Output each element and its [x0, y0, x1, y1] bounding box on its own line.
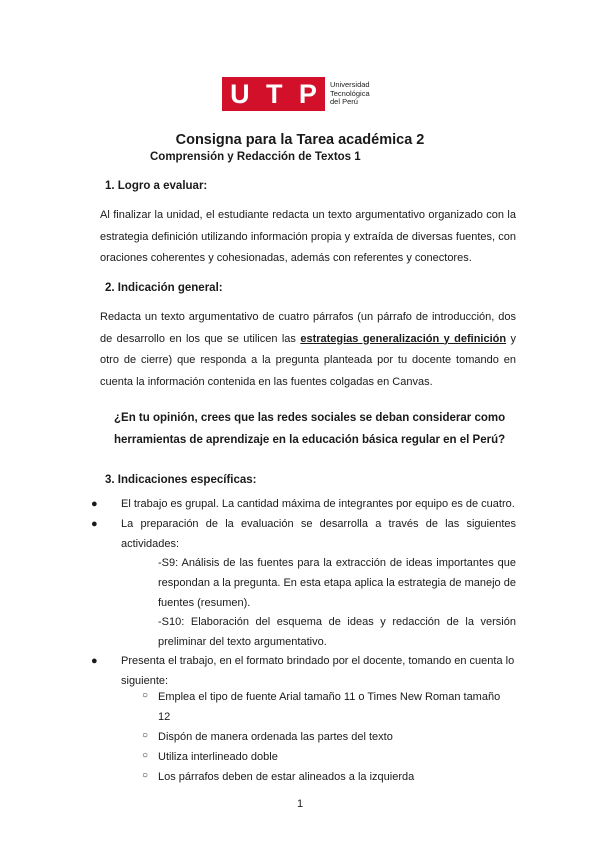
logo-line-3: del Perú: [330, 97, 358, 107]
sub-bullet-4: Los párrafos deben de estar alineados a la izquierda: [158, 771, 415, 783]
bullet-icon: ●: [91, 518, 98, 530]
section-2-text: [100, 307, 516, 393]
sub-bullet-1: Emplea el tipo de fuente Arial tamaño 11 o Times New Roman tamaño 12: [158, 691, 501, 723]
sub-bullet-3: Utiliza interlineado doble: [158, 751, 278, 763]
bullet-2-text: La preparación de la evaluación se desarrolla a través de las siguientes actividades:: [121, 518, 516, 550]
circle-bullet-icon: ○: [142, 730, 149, 741]
section-2-text-end: y otro de cierre) que responda a la pregunta planteada por tu docente tomando en cuenta la información contenida en las fuentes colgadas en Canvas.: [100, 332, 517, 388]
section-1-text: Al finalizar la unidad, el estudiante redacta un texto argumentativo organizado con la estrategia definición utilizando información propia y extraída de diversas fuentes, con oraciones coherentes y cohesionadas, además con referentes y conectores.: [100, 209, 516, 264]
circle-bullet-icon: ○: [142, 750, 149, 761]
page-number: 1: [296, 798, 304, 810]
guiding-question: ¿En tu opinión, crees que las redes sociales se deban considerar como herramientas de aprendizaje en la educación básica regular en el Perú?: [114, 412, 506, 446]
activity-s10: -S10: Elaboración del esquema de ideas y redacción de la versión preliminar del texto argumentativo.: [158, 616, 516, 648]
logo-letter-p: P: [298, 78, 317, 109]
section-2-heading: 2. Indicación general:: [105, 282, 223, 294]
bullet-3-text: Presenta el trabajo, en el formato brindado por el docente, tomando en cuenta lo siguiente:: [121, 655, 515, 687]
activity-s9: -S9: Análisis de las fuentes para la extracción de ideas importantes que respondan a la pregunta. En esta etapa aplica la estrategia de manejo de fuentes (resumen).: [158, 557, 516, 609]
logo-line-1: Universidad: [330, 80, 370, 90]
circle-bullet-icon: ○: [142, 770, 149, 781]
section-2-text-start: Redacta un texto argumentativo de cuatro párrafos (un párrafo de introducción, dos de desarrollo en los que se utilicen las: [100, 311, 516, 345]
bullet-1-text: El trabajo es grupal. La cantidad máxima de integrantes por equipo es de cuatro.: [121, 498, 515, 510]
section-2-emphasis: estrategias generalización y definición: [300, 332, 507, 345]
logo-mark: [222, 77, 325, 111]
logo-wordmark: [330, 81, 370, 107]
bullet-icon: ●: [91, 655, 98, 667]
logo-letter-u: U: [230, 78, 250, 109]
document-title: Consigna para la Tarea académica 2: [175, 132, 425, 148]
section-1-heading: 1. Logro a evaluar:: [105, 180, 208, 192]
document-subtitle: Comprensión y Redacción de Textos 1: [150, 151, 361, 163]
bullet-icon: ●: [91, 498, 98, 510]
circle-bullet-icon: ○: [142, 690, 149, 701]
utp-logo: [222, 77, 370, 111]
section-3-heading: 3. Indicaciones específicas:: [105, 474, 257, 486]
logo-line-2: Tecnológica: [330, 88, 370, 98]
sub-bullet-2: Dispón de manera ordenada las partes del texto: [158, 731, 393, 743]
logo-letter-t: T: [265, 78, 283, 109]
